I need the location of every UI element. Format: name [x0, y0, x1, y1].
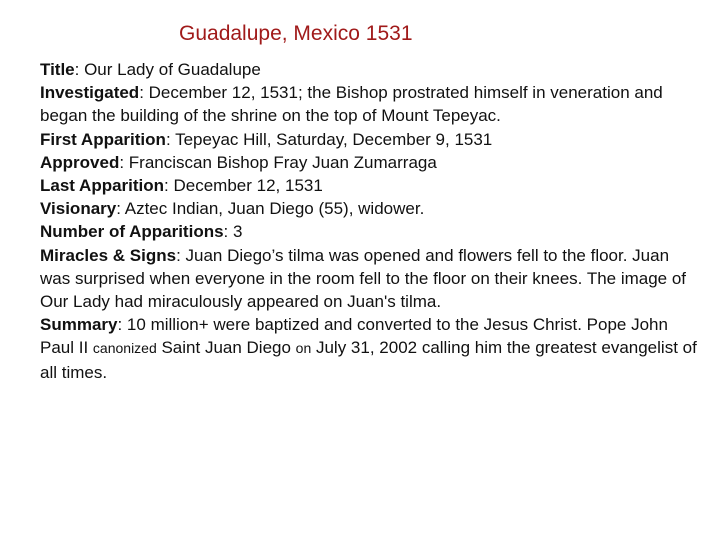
entry-text: : Our Lady of Guadalupe [74, 60, 261, 79]
slide-title: Guadalupe, Mexico 1531 [179, 22, 413, 45]
entry-title [40, 58, 700, 81]
entry-investigated [40, 81, 700, 127]
entry-text: : Tepeyac Hill, Saturday, December 9, 1531 [165, 129, 493, 149]
entry-text: : Franciscan Bishop Fray Juan Zumarraga [119, 152, 437, 172]
entry-visionary [40, 197, 700, 220]
entry-text: : 3 [223, 222, 243, 242]
entry-text: Saint Juan Diego [156, 338, 296, 358]
entry-approved [40, 151, 700, 174]
entry-label: Investigated [40, 83, 140, 103]
entry-text: : December 12, 1531 [164, 176, 323, 196]
entry-text-canonized: canonized [92, 340, 157, 357]
entry-summary [40, 313, 700, 384]
entry-first-apparition [40, 128, 700, 151]
entry-number-of-apparitions [40, 220, 700, 243]
entry-label: First Apparition [40, 129, 166, 149]
entry-label: Last Apparition [40, 176, 165, 196]
entry-label: Approved [40, 152, 120, 172]
entry-label: Summary [40, 315, 118, 335]
entry-text: : 10 million+ were baptized and converted to the Jesus Christ. Pope John Paul II [40, 315, 668, 358]
entry-text: : December 12, 1531; the Bishop prostrated himself in veneration and began the building of the shrine on the top of Mount Tepeyac. [40, 83, 663, 126]
slide-body [40, 58, 700, 384]
entry-label: Number of Apparitions [40, 222, 224, 242]
entry-label: Visionary [40, 199, 117, 219]
entry-text: July 31, 2002 calling him the greatest evangelist of all times. [40, 338, 697, 382]
entry-last-apparition [40, 174, 700, 197]
entry-text: : Juan Diego’s tilma was opened and flowers fell to the floor. Juan was surprised when everyone in the room fell to the floor on their knees. The image of Our Lady had miraculously appeared on Juan's tilma. [40, 245, 687, 312]
entry-label: Title [40, 60, 75, 79]
entry-text: : Aztec Indian, Juan Diego (55), widower. [116, 199, 425, 219]
entry-miracles-and-signs [40, 244, 700, 314]
entry-label: Miracles & Signs [40, 245, 177, 265]
entry-text-on: on [295, 340, 312, 357]
